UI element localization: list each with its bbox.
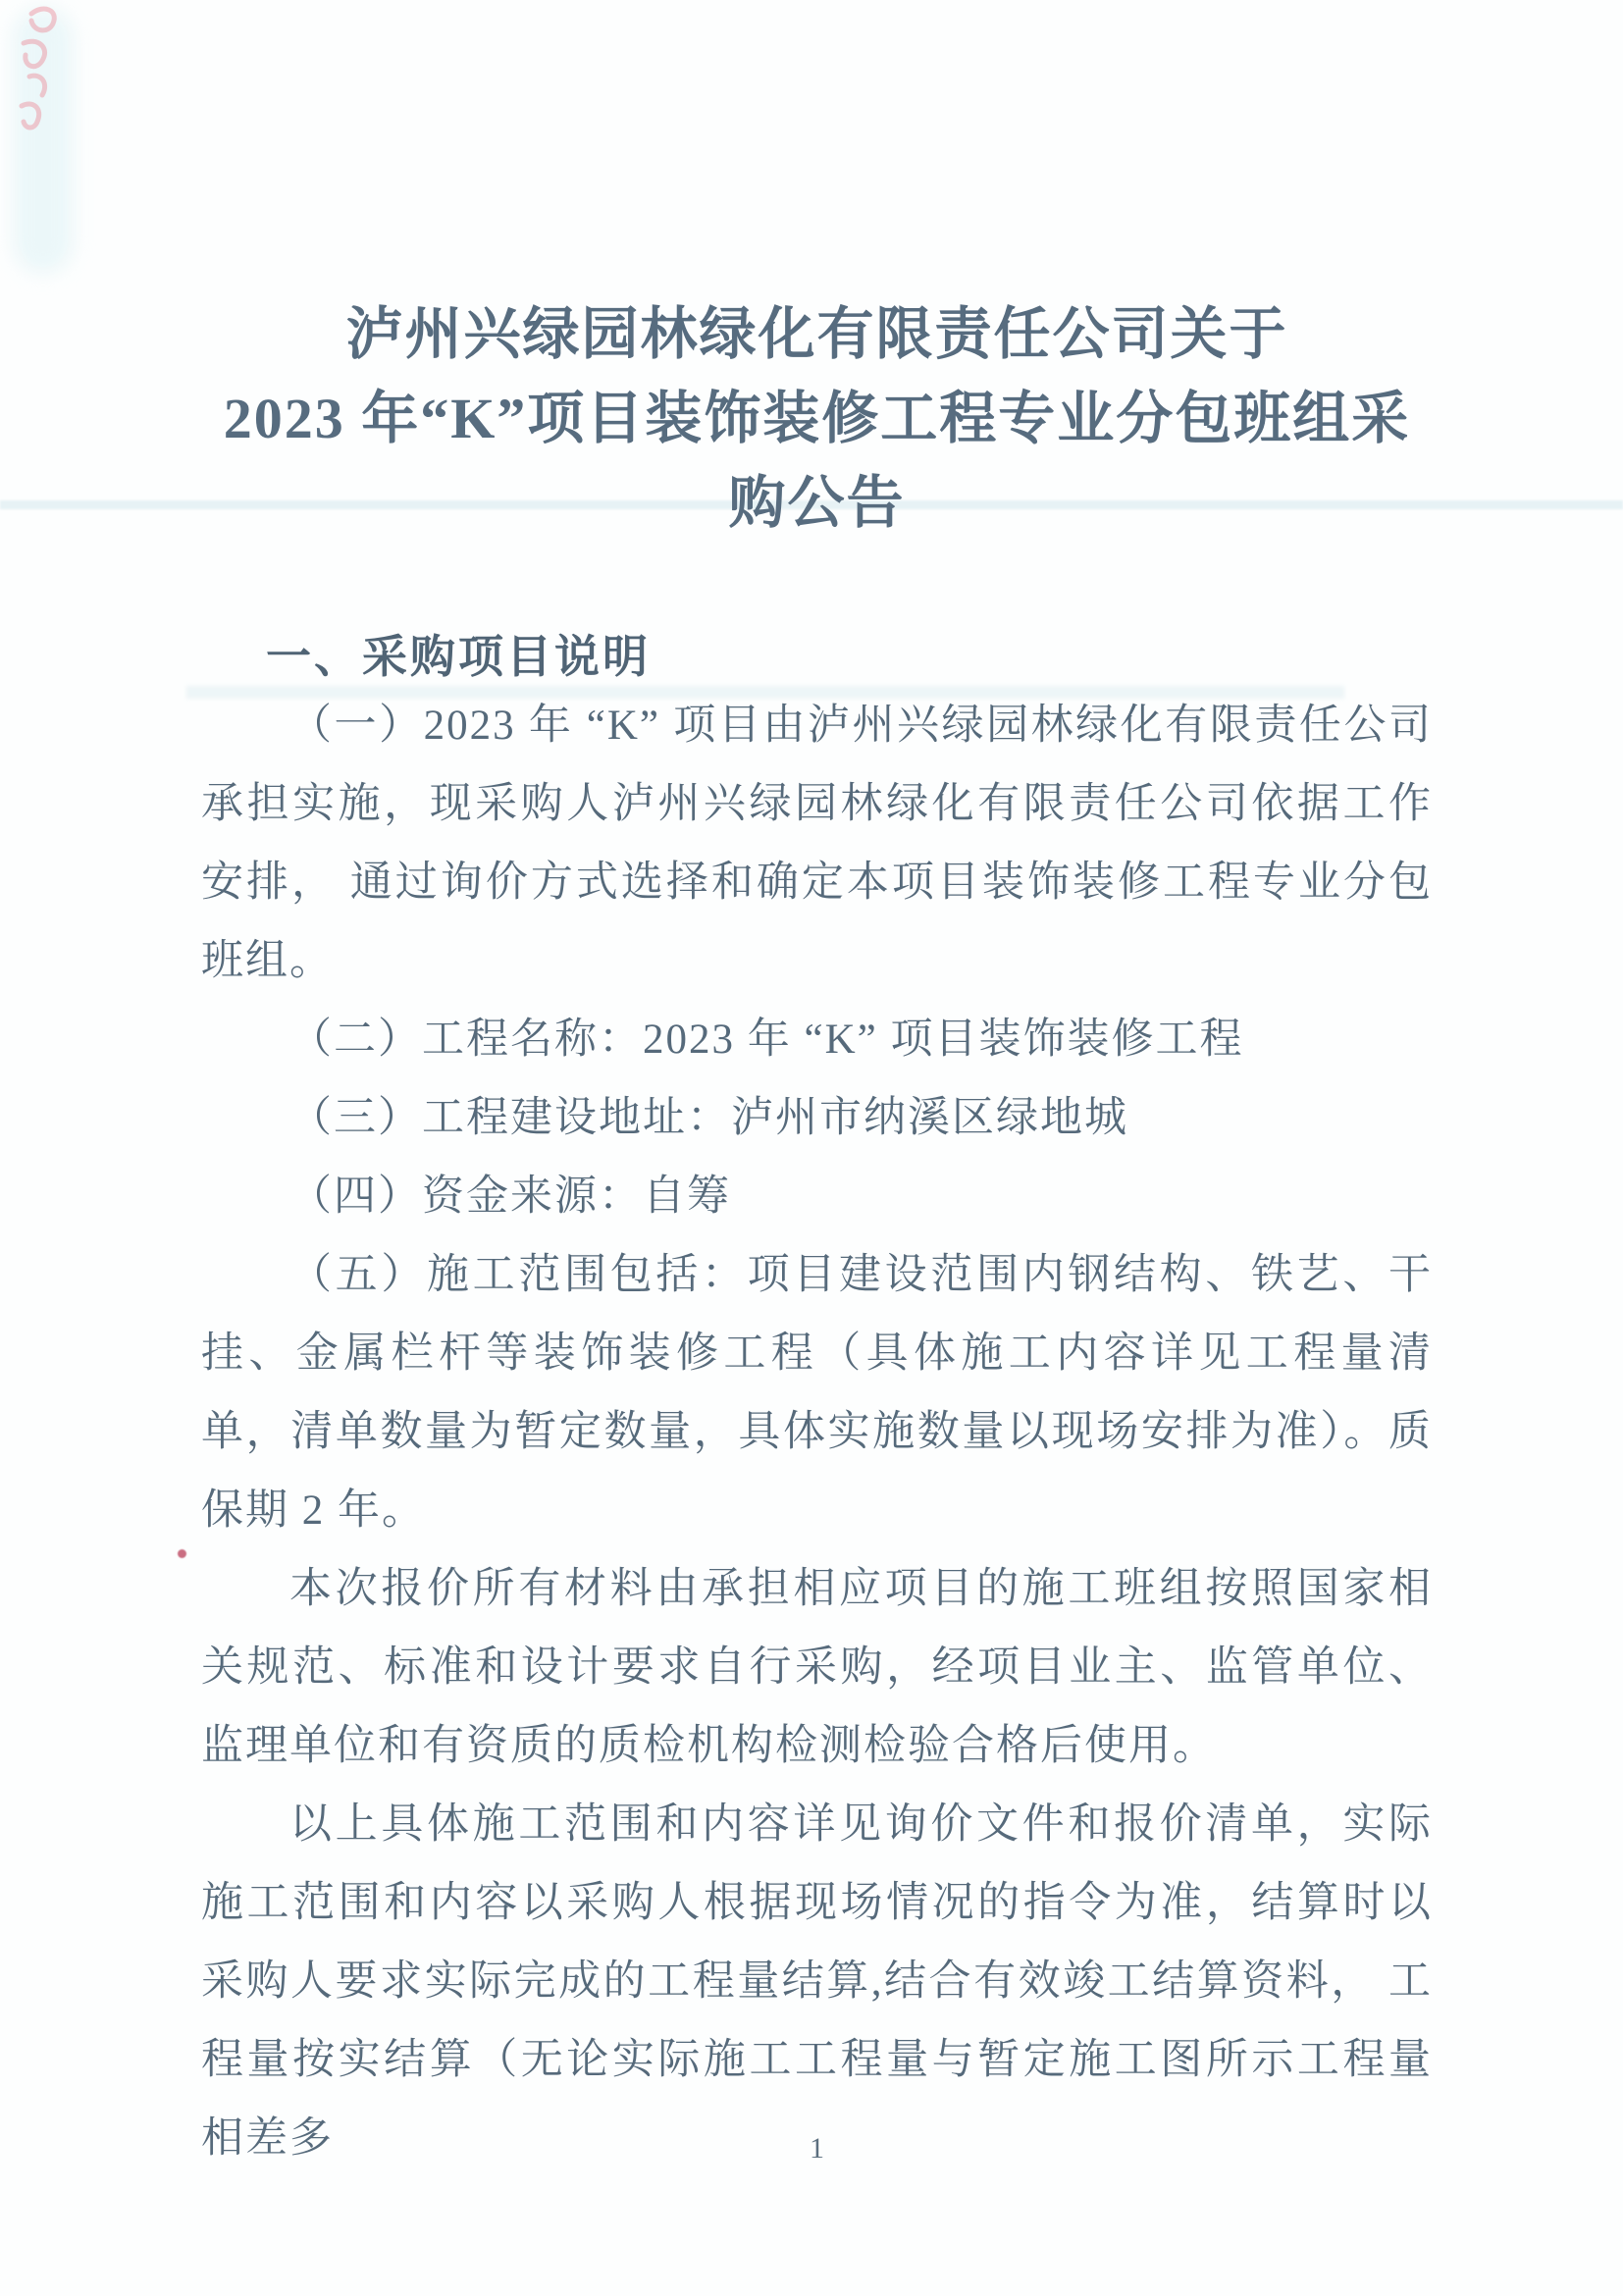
title-line-1: 泸州兴绿园林绿化有限责任公司关于 [345,302,1288,366]
document-content [201,0,1433,2178]
document-title [201,292,1433,546]
page-number: 1 [810,2132,824,2165]
paragraph-item-6: 本次报价所有材料由承担相应项目的施工班组按照国家相关规范、标准和设计要求自行采购，经项目业主、监管单位、监理单位和有资质的质检机构检测检验合格后使用。 [201,1566,1433,1769]
paragraph-item-5: （五）施工范围包括：项目建设范围内钢结构、铁艺、干挂、金属栏杆等装饰装修工程（具体施工内容详见工程量清单，清单数量为暂定数量，具体实施数量以现场安排为准）。质保期 2 年。 [201,1252,1433,1534]
paragraph-item-7: 以上具体施工范围和内容详见询价文件和报价清单，实际施工范围和内容以采购人根据现场情况的指令为准，结算时以采购人要求实际完成的工程量结算,结合有效竣工结算资料， 工程量按实结算（无论实际施工工程量与暂定施工图所示工程量相差多 [201,1801,1433,2162]
paragraph-item-3: （三）工程建设地址：泸州市纳溪区绿地城 [289,1095,1128,1141]
paragraph-item-2: （二）工程名称：2023 年 “K” 项目装饰装修工程 [289,1017,1244,1063]
red-ink-dot-artifact [178,1549,186,1558]
title-line-3: 购公告 [728,471,906,535]
section-heading: 一、采购项目说明 [266,632,651,682]
title-line-2: 2023 年“K”项目装饰装修工程专业分包班组采 [223,387,1411,450]
paragraph-item-4: （四）资金来源：自筹 [289,1174,731,1220]
paragraph-item-1: （一）2023 年 “K” 项目由泸州兴绿园林绿化有限责任公司承担实施，现采购人泸州兴绿园林绿化有限责任公司依据工作安排， 通过询价方式选择和确定本项目装饰装修工程专业分包班组。 [201,703,1433,984]
document-body [201,687,1433,2178]
red-pen-scribble-artifact [6,2,84,149]
